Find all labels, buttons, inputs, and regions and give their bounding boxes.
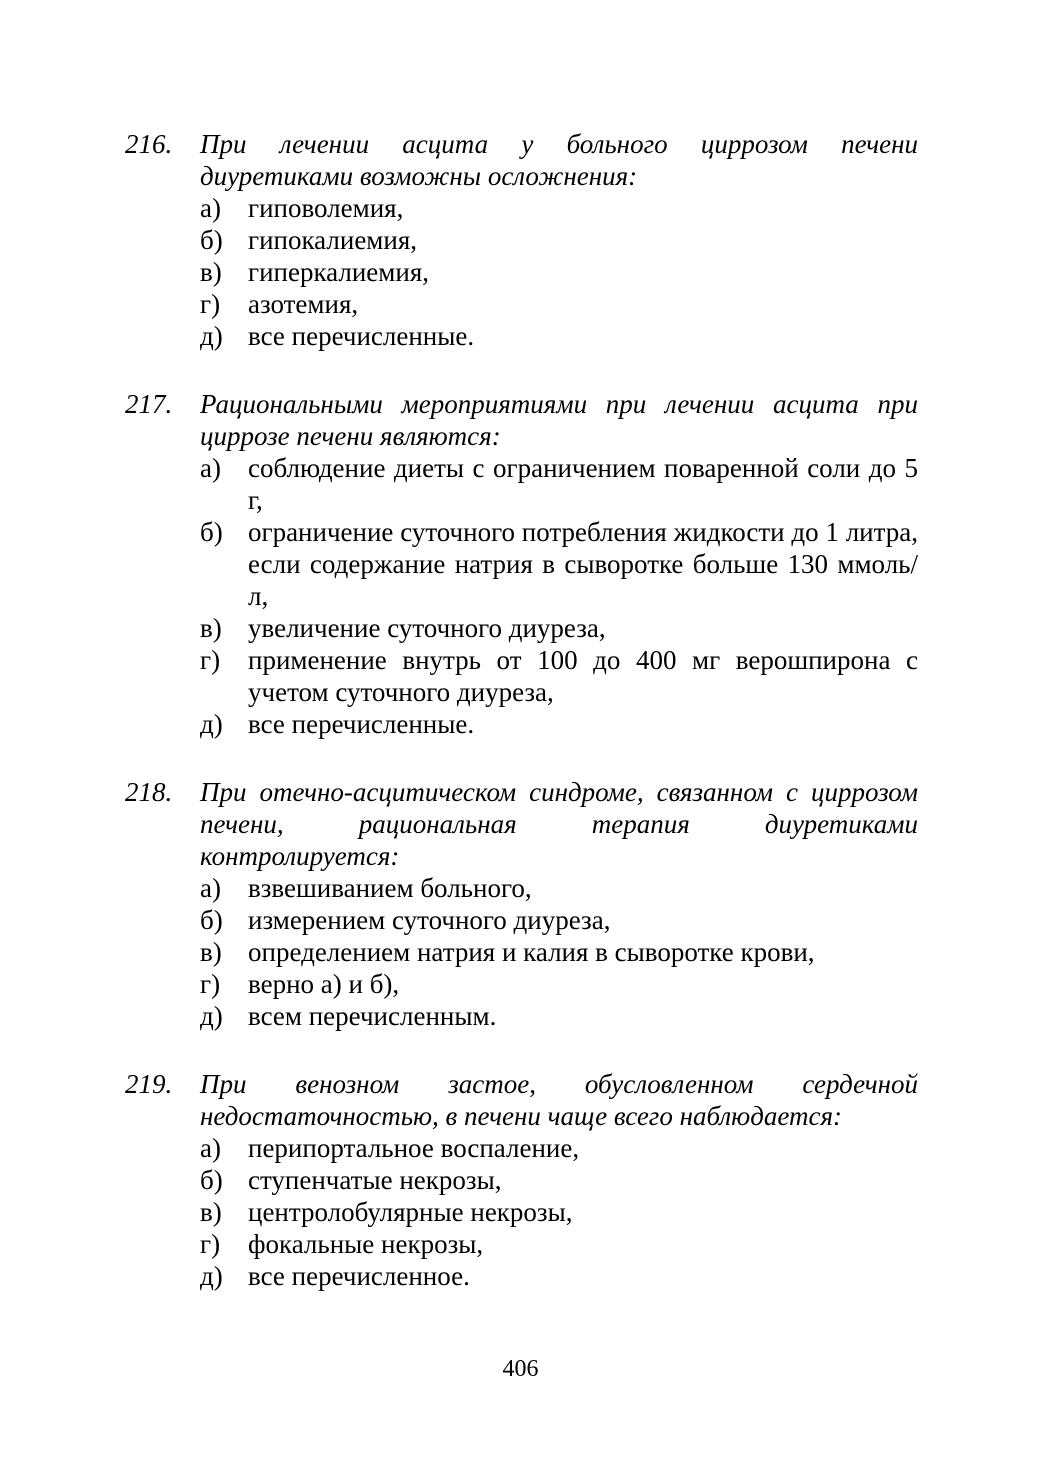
option-letter: д) xyxy=(200,1001,223,1031)
question-stem xyxy=(125,1068,918,1132)
question-number: 218. xyxy=(125,777,173,807)
question-text: Рациональными мероприятиями при лечении асцита при циррозе печени являются: xyxy=(200,389,918,451)
option-text: всем перечисленным. xyxy=(248,1001,497,1031)
option-text: ограничение суточного потребления жидкости до 1 литра, если содержание натрия в сыворотке больше 130 ммоль/л, xyxy=(248,517,918,611)
option-letter: б) xyxy=(200,225,223,255)
question-stem xyxy=(125,128,918,192)
answer-option xyxy=(200,1000,918,1032)
answer-option xyxy=(200,320,918,352)
option-letter: д) xyxy=(200,321,223,351)
answer-option xyxy=(200,1228,918,1260)
option-letter: в) xyxy=(200,613,222,643)
option-letter: в) xyxy=(200,1197,222,1227)
question-list xyxy=(125,128,918,1328)
option-letter: в) xyxy=(200,937,222,967)
answer-option xyxy=(200,1260,918,1292)
answer-option xyxy=(200,192,918,224)
question-stem xyxy=(125,388,918,452)
option-text: все перечисленное. xyxy=(248,1261,470,1291)
option-letter: д) xyxy=(200,709,223,739)
option-text: гиперкалиемия, xyxy=(248,257,429,287)
option-text: увеличение суточного диуреза, xyxy=(248,613,606,643)
question-text: При отечно-асцитическом синдроме, связанном с циррозом печени, рациональная терапия диуретиками контролируется: xyxy=(200,777,918,871)
answer-option xyxy=(200,968,918,1000)
answer-option xyxy=(200,936,918,968)
question-stem xyxy=(125,776,918,872)
option-letter: д) xyxy=(200,1261,223,1291)
question-text: При лечении асцита у больного циррозом печени диуретиками возможны осложнения: xyxy=(200,129,918,191)
option-letter: а) xyxy=(200,453,221,483)
option-text: определением натрия и калия в сыворотке крови, xyxy=(248,937,815,967)
answer-options xyxy=(200,192,918,352)
option-text: перипортальное воспаление, xyxy=(248,1133,580,1163)
page-number: 406 xyxy=(502,1356,539,1382)
option-text: азотемия, xyxy=(248,289,359,319)
option-letter: б) xyxy=(200,1165,223,1195)
option-letter: г) xyxy=(200,289,221,319)
option-letter: в) xyxy=(200,257,222,287)
answer-option xyxy=(200,612,918,644)
option-letter: г) xyxy=(200,969,221,999)
question xyxy=(125,1068,918,1292)
option-text: все перечисленные. xyxy=(248,321,475,351)
option-letter: г) xyxy=(200,1229,221,1259)
option-letter: а) xyxy=(200,193,221,223)
option-text: применение внутрь от 100 до 400 мг верошпирона с учетом суточного диуреза, xyxy=(248,645,918,707)
answer-option xyxy=(200,1132,918,1164)
answer-options xyxy=(200,872,918,1032)
answer-options xyxy=(200,452,918,740)
question xyxy=(125,388,918,740)
answer-option xyxy=(200,452,918,516)
question-number: 216. xyxy=(125,129,173,159)
answer-option xyxy=(200,256,918,288)
question-number: 217. xyxy=(125,389,173,419)
question-text: При венозном застое, обусловленном сердечной недостаточностью, в печени чаще всего наблюдается: xyxy=(200,1069,918,1131)
answer-option xyxy=(200,872,918,904)
question-number: 219. xyxy=(125,1069,173,1099)
option-text: измерением суточного диуреза, xyxy=(248,905,611,935)
answer-option xyxy=(200,904,918,936)
option-text: фокальные некрозы, xyxy=(248,1229,484,1259)
option-letter: б) xyxy=(200,517,223,547)
option-text: гиповолемия, xyxy=(248,193,404,223)
option-letter: а) xyxy=(200,873,221,903)
option-text: центролобулярные некрозы, xyxy=(248,1197,573,1227)
option-letter: г) xyxy=(200,645,221,675)
option-text: ступенчатые некрозы, xyxy=(248,1165,502,1195)
option-text: соблюдение диеты с ограничением поваренной соли до 5 г, xyxy=(248,453,918,515)
answer-option xyxy=(200,708,918,740)
option-text: все перечисленные. xyxy=(248,709,475,739)
answer-option xyxy=(200,516,918,612)
answer-option xyxy=(200,644,918,708)
question xyxy=(125,128,918,352)
answer-option xyxy=(200,288,918,320)
option-text: взвешиванием больного, xyxy=(248,873,532,903)
option-text: верно а) и б), xyxy=(248,969,400,999)
option-text: гипокалиемия, xyxy=(248,225,418,255)
question xyxy=(125,776,918,1032)
answer-options xyxy=(200,1132,918,1292)
option-letter: а) xyxy=(200,1133,221,1163)
option-letter: б) xyxy=(200,905,223,935)
answer-option xyxy=(200,1164,918,1196)
answer-option xyxy=(200,224,918,256)
answer-option xyxy=(200,1196,918,1228)
